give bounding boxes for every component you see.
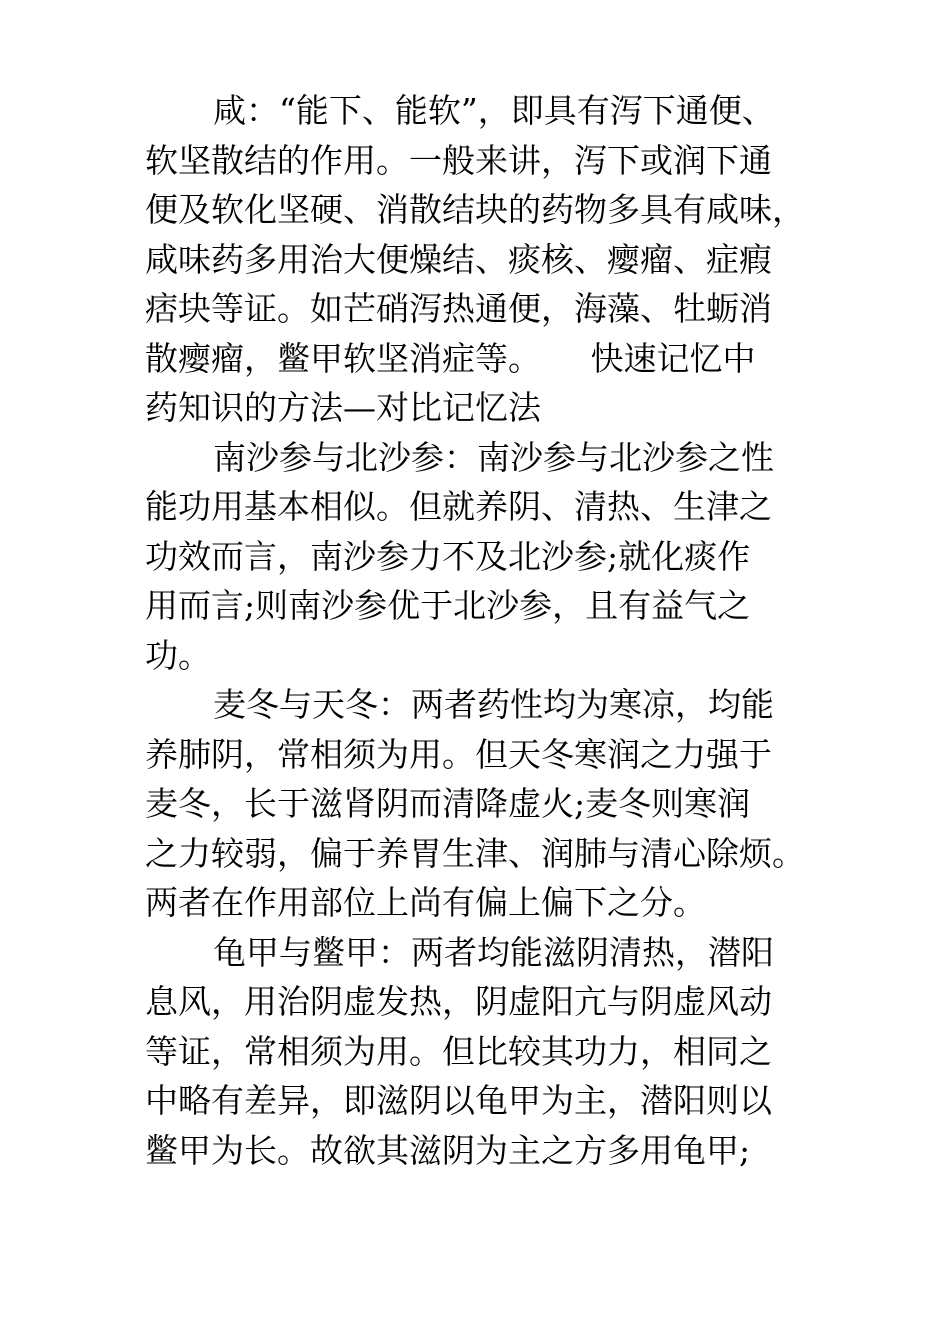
- text-line: 中略有差异，即滋阴以龟甲为主，潜阳则以: [145, 1081, 772, 1120]
- text-line: 之力较弱，偏于养胃生津、润肺与清心除烦。: [145, 833, 805, 873]
- text-line: 功效而言，南沙参力不及北沙参;就化痰作: [145, 536, 751, 576]
- text-line: 咸：“能下、能软”，即具有泻下通便、: [213, 91, 775, 130]
- text-line: 能功用基本相似。但就养阴、清热、生津之: [145, 487, 772, 526]
- text-line: 两者在作用部位上尚有偏上偏下之分。: [145, 883, 706, 922]
- text-line: 散瘿瘤，鳖甲软坚消症等。 快速记忆中: [145, 338, 756, 378]
- text-line: 息风，用治阴虚发热，阴虚阳亢与阴虚风动: [145, 982, 772, 1021]
- text-line: 咸味药多用治大便燥结、痰核、瘿瘤、症瘕: [145, 239, 772, 279]
- text-line: 龟甲与鳖甲：两者均能滋阴清热，潜阳: [213, 932, 774, 972]
- text-line: 等证，常相须为用。但比较其功力，相同之: [145, 1031, 772, 1071]
- text-line: 鳖甲为长。故欲其滋阴为主之方多用龟甲;: [145, 1130, 751, 1170]
- text-line: 养肺阴，常相须为用。但天冬寒润之力强于: [145, 734, 772, 774]
- text-line: 南沙参与北沙参：南沙参与北沙参之性: [213, 437, 774, 477]
- text-line: 功。: [145, 635, 211, 675]
- text-line: 用而言;则南沙参优于北沙参，且有益气之: [145, 586, 751, 625]
- text-line: 软坚散结的作用。一般来讲，泻下或润下通: [145, 140, 772, 180]
- text-line: 麦冬与天冬：两者药性均为寒凉，均能: [213, 685, 774, 724]
- text-line: 痞块等证。如芒硝泻热通便，海藻、牡蛎消: [145, 289, 772, 328]
- text-line: 麦冬，长于滋肾阴而清降虚火;麦冬则寒润: [145, 784, 751, 823]
- text-line: 药知识的方法—对比记忆法: [145, 388, 541, 427]
- text-line: 便及软化坚硬、消散结块的药物多具有咸味，: [145, 190, 805, 229]
- document-body: [145, 86, 825, 1175]
